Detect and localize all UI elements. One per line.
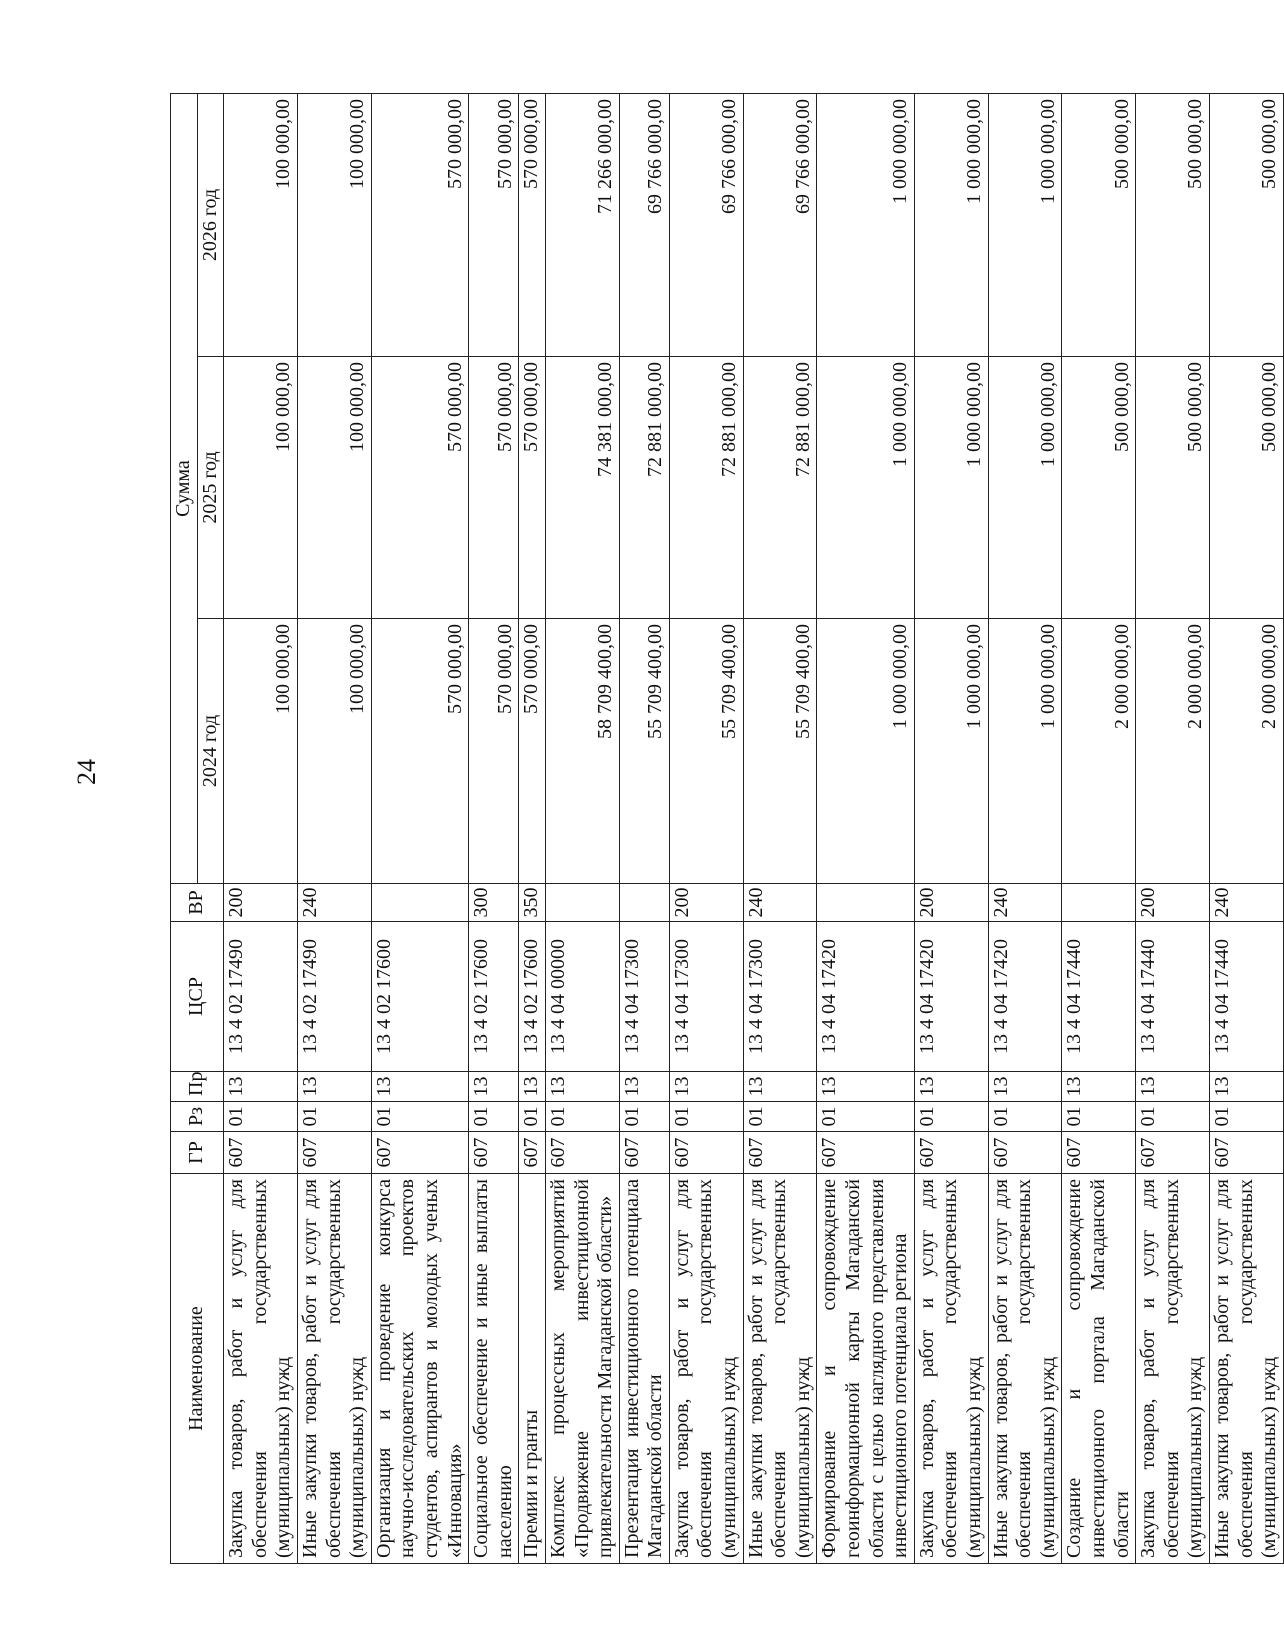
budget-table: [170, 93, 1284, 1564]
cell-2026: 500 000,00: [1136, 94, 1210, 357]
cell-name: Иные закупки товаров, работ и услуг для обеспечения государственных (муниципальных) нужд: [988, 1174, 1062, 1564]
cell-name: Закупка товаров, работ и услуг для обеспечения государственных (муниципальных) нужд: [669, 1174, 743, 1564]
cell-2025: 100 000,00: [297, 357, 371, 619]
cell-2026: 100 000,00: [297, 94, 371, 357]
cell-2025: 74 381 000,00: [545, 357, 619, 619]
cell-2025: 72 881 000,00: [619, 357, 669, 619]
cell-2026: 570 000,00: [371, 94, 468, 357]
cell-rz: 01: [469, 1102, 519, 1132]
cell-pr: 13: [1209, 1072, 1283, 1102]
cell-gr: 607: [469, 1132, 519, 1174]
cell-rz: 01: [988, 1102, 1062, 1132]
cell-gr: 607: [669, 1132, 743, 1174]
cell-gr: 607: [914, 1132, 988, 1174]
header-year-2024: 2024 год: [197, 619, 224, 884]
cell-2024: 1 000 000,00: [817, 619, 914, 884]
cell-2025: 1 000 000,00: [817, 357, 914, 619]
cell-2025: 500 000,00: [1062, 357, 1136, 619]
cell-2026: 570 000,00: [519, 94, 546, 357]
cell-rz: 01: [545, 1102, 619, 1132]
cell-2024: 570 000,00: [469, 619, 519, 884]
cell-pr: 13: [914, 1072, 988, 1102]
cell-csr: 13 4 04 17420: [988, 922, 1062, 1072]
cell-rz: 01: [371, 1102, 468, 1132]
cell-pr: 13: [297, 1072, 371, 1102]
cell-vr: 200: [1136, 884, 1210, 922]
table-row: [1209, 94, 1283, 1564]
cell-gr: 607: [519, 1132, 546, 1174]
cell-rz: 01: [1136, 1102, 1210, 1132]
cell-2026: 71 266 000,00: [545, 94, 619, 357]
cell-vr: [371, 884, 468, 922]
cell-2026: 100 000,00: [224, 94, 298, 357]
cell-name: Организация и проведение конкурса научно-исследовательских проектов студентов, аспирантов и молодых ученых «Инновация»: [371, 1174, 468, 1564]
table-row: [545, 94, 619, 1564]
cell-csr: 13 4 04 00000: [545, 922, 619, 1072]
cell-2026: 69 766 000,00: [669, 94, 743, 357]
cell-pr: 13: [469, 1072, 519, 1102]
cell-2026: 1 000 000,00: [988, 94, 1062, 357]
cell-gr: 607: [224, 1132, 298, 1174]
table-row: [817, 94, 914, 1564]
cell-csr: 13 4 04 17440: [1136, 922, 1210, 1072]
table-row: [371, 94, 468, 1564]
cell-gr: 607: [743, 1132, 817, 1174]
cell-gr: 607: [545, 1132, 619, 1174]
table-row: [297, 94, 371, 1564]
table-row: [669, 94, 743, 1564]
cell-2025: 1 000 000,00: [914, 357, 988, 619]
cell-gr: 607: [1209, 1132, 1283, 1174]
cell-csr: 13 4 02 17600: [371, 922, 468, 1072]
cell-rz: 01: [914, 1102, 988, 1132]
cell-csr: 13 4 02 17600: [519, 922, 546, 1072]
cell-vr: 200: [224, 884, 298, 922]
cell-2024: 2 000 000,00: [1209, 619, 1283, 884]
cell-vr: 300: [469, 884, 519, 922]
cell-vr: 240: [297, 884, 371, 922]
cell-gr: 607: [297, 1132, 371, 1174]
cell-rz: 01: [817, 1102, 914, 1132]
cell-2025: 500 000,00: [1209, 357, 1283, 619]
cell-gr: 607: [1062, 1132, 1136, 1174]
cell-name: Премии и гранты: [519, 1174, 546, 1564]
cell-rz: 01: [619, 1102, 669, 1132]
cell-2025: 1 000 000,00: [988, 357, 1062, 619]
cell-rz: 01: [1209, 1102, 1283, 1132]
cell-pr: 13: [1062, 1072, 1136, 1102]
cell-2026: 500 000,00: [1209, 94, 1283, 357]
cell-name: Социальное обеспечение и иные выплаты населению: [469, 1174, 519, 1564]
cell-pr: 13: [1136, 1072, 1210, 1102]
cell-csr: 13 4 04 17300: [669, 922, 743, 1072]
cell-csr: 13 4 04 17300: [619, 922, 669, 1072]
cell-2024: 2 000 000,00: [1062, 619, 1136, 884]
cell-2025: 570 000,00: [519, 357, 546, 619]
header-rz: Рз: [171, 1102, 224, 1132]
cell-2024: 570 000,00: [371, 619, 468, 884]
header-sum: Сумма: [171, 94, 198, 884]
rotated-table-container: [170, 94, 1281, 1564]
cell-2026: 500 000,00: [1062, 94, 1136, 357]
cell-2026: 69 766 000,00: [619, 94, 669, 357]
cell-vr: [817, 884, 914, 922]
cell-2024: 2 000 000,00: [1136, 619, 1210, 884]
cell-2025: 72 881 000,00: [743, 357, 817, 619]
cell-pr: 13: [519, 1072, 546, 1102]
cell-2024: 55 709 400,00: [669, 619, 743, 884]
cell-vr: [619, 884, 669, 922]
cell-vr: 350: [519, 884, 546, 922]
header-year-2025: 2025 год: [197, 357, 224, 619]
table-row: [469, 94, 519, 1564]
cell-pr: 13: [669, 1072, 743, 1102]
cell-2025: 570 000,00: [371, 357, 468, 619]
cell-gr: 607: [817, 1132, 914, 1174]
cell-pr: 13: [988, 1072, 1062, 1102]
cell-2026: 1 000 000,00: [914, 94, 988, 357]
cell-name: Формирование и сопровождение геоинформационной карты Магаданской области с целью наглядного представления инвестиционного потенциала региона: [817, 1174, 914, 1564]
cell-2024: 55 709 400,00: [743, 619, 817, 884]
cell-csr: 13 4 04 17440: [1209, 922, 1283, 1072]
cell-pr: 13: [224, 1072, 298, 1102]
table-row: [743, 94, 817, 1564]
cell-gr: 607: [988, 1132, 1062, 1174]
cell-2026: 570 000,00: [469, 94, 519, 357]
table-row: [1136, 94, 1210, 1564]
cell-2024: 58 709 400,00: [545, 619, 619, 884]
cell-2025: 570 000,00: [469, 357, 519, 619]
table-row: [914, 94, 988, 1564]
cell-csr: 13 4 04 17440: [1062, 922, 1136, 1072]
cell-csr: 13 4 04 17300: [743, 922, 817, 1072]
cell-pr: 13: [743, 1072, 817, 1102]
header-pr: Пр: [171, 1072, 224, 1102]
cell-rz: 01: [669, 1102, 743, 1132]
cell-csr: 13 4 04 17420: [817, 922, 914, 1072]
page-number: 24: [72, 759, 101, 785]
cell-vr: 240: [743, 884, 817, 922]
table-row: [224, 94, 298, 1564]
cell-csr: 13 4 02 17490: [224, 922, 298, 1072]
cell-2024: 1 000 000,00: [988, 619, 1062, 884]
cell-name: Комплекс процессных мероприятий «Продвижение инвестиционной привлекательности Магаданской области»: [545, 1174, 619, 1564]
cell-rz: 01: [743, 1102, 817, 1132]
cell-2026: 1 000 000,00: [817, 94, 914, 357]
cell-name: Закупка товаров, работ и услуг для обеспечения государственных (муниципальных) нужд: [914, 1174, 988, 1564]
header-gr: ГР: [171, 1132, 224, 1174]
table-row: [988, 94, 1062, 1564]
cell-rz: 01: [1062, 1102, 1136, 1132]
cell-name: Иные закупки товаров, работ и услуг для обеспечения государственных (муниципальных) нужд: [1209, 1174, 1283, 1564]
cell-csr: 13 4 04 17420: [914, 922, 988, 1072]
table-row: [519, 94, 546, 1564]
cell-2026: 69 766 000,00: [743, 94, 817, 357]
cell-2024: 1 000 000,00: [914, 619, 988, 884]
cell-rz: 01: [297, 1102, 371, 1132]
cell-name: Иные закупки товаров, работ и услуг для обеспечения государственных (муниципальных) нужд: [297, 1174, 371, 1564]
header-csr: ЦСР: [171, 922, 224, 1072]
cell-gr: 607: [1136, 1132, 1210, 1174]
cell-csr: 13 4 02 17490: [297, 922, 371, 1072]
cell-name: Создание и сопровождение инвестиционного портала Магаданской области: [1062, 1174, 1136, 1564]
cell-vr: 240: [1209, 884, 1283, 922]
table-row: [1062, 94, 1136, 1564]
cell-2024: 100 000,00: [224, 619, 298, 884]
cell-gr: 607: [371, 1132, 468, 1174]
header-vr: ВР: [171, 884, 224, 922]
cell-name: Закупка товаров, работ и услуг для обеспечения государственных (муниципальных) нужд: [1136, 1174, 1210, 1564]
cell-pr: 13: [371, 1072, 468, 1102]
cell-pr: 13: [619, 1072, 669, 1102]
table-row: [619, 94, 669, 1564]
cell-vr: 240: [988, 884, 1062, 922]
cell-vr: [545, 884, 619, 922]
cell-csr: 13 4 02 17600: [469, 922, 519, 1072]
cell-2025: 72 881 000,00: [669, 357, 743, 619]
header-year-2026: 2026 год: [197, 94, 224, 357]
cell-gr: 607: [619, 1132, 669, 1174]
cell-rz: 01: [519, 1102, 546, 1132]
cell-name: Презентация инвестиционного потенциала Магаданской области: [619, 1174, 669, 1564]
cell-pr: 13: [545, 1072, 619, 1102]
cell-2024: 100 000,00: [297, 619, 371, 884]
cell-name: Иные закупки товаров, работ и услуг для обеспечения государственных (муниципальных) нужд: [743, 1174, 817, 1564]
cell-rz: 01: [224, 1102, 298, 1132]
cell-2025: 500 000,00: [1136, 357, 1210, 619]
cell-pr: 13: [817, 1072, 914, 1102]
table-header: [171, 94, 224, 1564]
cell-2025: 100 000,00: [224, 357, 298, 619]
cell-name: Закупка товаров, работ и услуг для обеспечения государственных (муниципальных) нужд: [224, 1174, 298, 1564]
cell-vr: 200: [914, 884, 988, 922]
table-body: [224, 94, 1284, 1564]
header-name: Наименование: [171, 1174, 224, 1564]
cell-vr: 200: [669, 884, 743, 922]
cell-2024: 55 709 400,00: [619, 619, 669, 884]
cell-2024: 570 000,00: [519, 619, 546, 884]
cell-vr: [1062, 884, 1136, 922]
